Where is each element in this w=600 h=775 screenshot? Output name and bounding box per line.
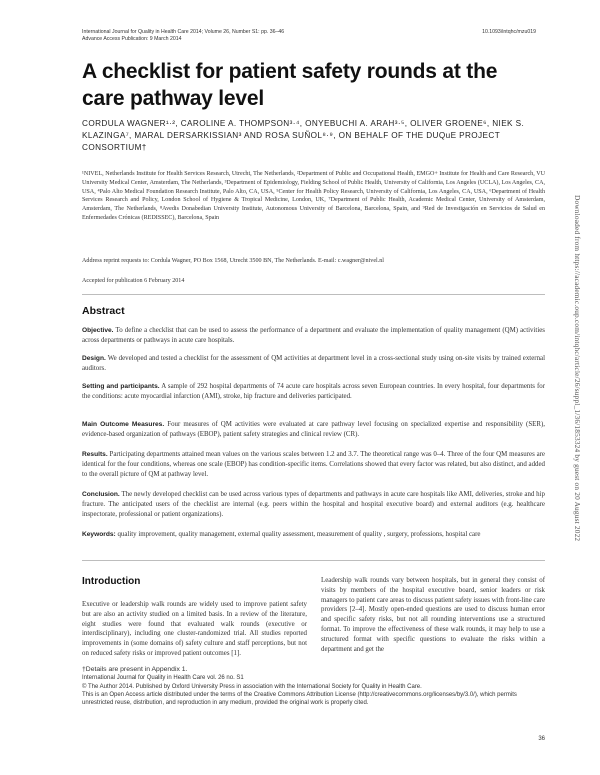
abstract-keywords xyxy=(82,530,545,540)
objective-text: To define a checklist that can be used to assess the performance of a department and evaluate the implementation of quality management (QM) activities across departments or pathways in acute care hospitals. xyxy=(82,327,545,344)
abstract-setting xyxy=(82,382,545,402)
objective-label: Objective. xyxy=(82,327,114,334)
page-number: 36 xyxy=(538,736,545,742)
article-title: A checklist for patient safety rounds at the care pathway level xyxy=(82,60,498,110)
intro-right-column: Leadership walk rounds vary between hospitals, but in general they consist of visits by members of the hospital executive board, senior leaders or risk managers to patient care areas to discuss patient safety issues with front-line care providers [2–4]. Mostly open-ended questions are used to discuss human error and specific safety risks, but not all rounding interventions use a structured format. To improve the effectiveness of these walk rounds, it may help to use a structured format with specific questions to evaluate the risks within a department and get the xyxy=(321,577,545,653)
measures-text: Four measures of QM activities were evaluated at care pathway level focusing on specialized expertise and responsibility (SER), evidence-based organization of pathways (EBOP), patient safety strategies and clinical review (CR). xyxy=(82,421,546,438)
keywords-text: quality improvement, quality management, external quality assessment, measurement of quality , surgery, professions, hospital care xyxy=(117,531,481,538)
abstract-results xyxy=(82,450,545,479)
conclusion-label: Conclusion. xyxy=(82,491,120,498)
abstract-measures xyxy=(82,420,545,440)
setting-text: A sample of 292 hospital departments of 74 acute care hospitals across seven European countries. In every hospital, four departments for the conditions: acute myocardial infarction (AMI), stroke, hip fracture and deliveries participated. xyxy=(82,383,546,400)
introduction-heading: Introduction xyxy=(82,576,141,587)
intro-left-column: Executive or leadership walk rounds are widely used to improve patient safety but are also an activity studied on a limited basis. In a review of the literature, eight studies were found that evaluated walk rounds (executive or interdisciplinary), including one cluster-randomized trial. All studies reported improvements in (some domains of) safety culture and staff perceptions, but not on reduced safety risks or improved patient outcomes [1]. xyxy=(82,601,307,657)
measures-label: Main Outcome Measures. xyxy=(82,421,165,428)
copyright-line: © The Author 2014. Published by Oxford University Press in association with the International Society for Quality in Health Care. xyxy=(82,683,422,690)
affiliations: ¹NIVEL, Netherlands Institute for Health Services Research, Utrecht, The Netherlands, ²Department of Public and Occupational Health, EMGO+ Institute for Health and Care Research, VU University Medical Center, Amsterdam, The Netherlands, ³Department of Epidemiology, Fielding School of Public Health, University of California, Los Angeles (UCLA), Los Angeles, CA, USA, ⁴Palo Alto Medical Foundation Research Institute, Palo Alto, CA, USA, ⁵Center for Health Policy Research, University of California, Los Angeles, CA, USA, ⁶Department of Health Services Research and Policy, London School of Hygiene & Tropical Medicine, London, UK, ⁷Department of Public Health, Academic Medical Center, University of Amsterdam, Amsterdam, The Netherlands, ⁸Avedis Donabedian University Institute, Autonomous University of Barcelona, Barcelona, Spain, and ⁹Red de Investigación en Servicios de Salud en Enfermedades Crónicas (REDISSEC), Barcelona, Spain xyxy=(82,171,545,221)
abstract-objective xyxy=(82,326,545,346)
download-watermark-text: Downloaded from https://academic.oup.com/intqhc/article/26/suppl_1/36/1853324 by guest on 20 August 2022 xyxy=(573,195,582,542)
abstract-heading: Abstract xyxy=(82,305,125,317)
design-label: Design. xyxy=(82,355,106,362)
journal-header xyxy=(82,29,284,43)
download-watermark xyxy=(574,195,584,590)
appendix-footnote: †Details are present in Appendix 1. xyxy=(82,666,188,673)
abstract-design xyxy=(82,354,545,374)
footnote-block xyxy=(82,666,545,707)
advance-access-line: Advance Access Publication: 9 March 2014 xyxy=(82,36,182,42)
results-text: Participating departments attained mean values on the various scales between 1.2 and 3.7. The theoretical range was 0–4. Three of the four QM measures are identical for the four conditions, whereas one scale (EBOP) has condition-specific items. Correlations showed that every factor was related, but also distinct, and added to the overall picture of QM at pathway level. xyxy=(82,451,545,478)
conclusion-text: The newly developed checklist can be used across various types of departments and pathways in acute care hospitals like AMI, deliveries, stroke and hip fracture. The anticipated users of the checklist are internal (e.g. peers within the hospital and hospital executive board) and external auditors (e.g. healthcare inspectorate, professional or patient organizations). xyxy=(82,491,545,518)
divider-top xyxy=(82,294,545,295)
journal-citation: International Journal for Quality in Health Care 2014; Volume 26, Number S1: pp. 36–46 xyxy=(82,29,285,35)
abstract-conclusion xyxy=(82,490,545,519)
setting-label: Setting and participants. xyxy=(82,383,160,390)
design-text: We developed and tested a checklist for the assessment of QM activities at department level in a cross-sectional study using on-site visits by trained external auditors. xyxy=(82,355,545,372)
license-text: This is an Open Access article distributed under the terms of the Creative Commons Attribution License (http://creativecommons.org/licenses/by/3.0/), which permits unrestricted reuse, distribution, and reproduction in any medium, provided the original work is properly cited. xyxy=(82,691,517,707)
doi-link[interactable]: 10.1093/intqhc/mzu019 xyxy=(482,29,536,35)
keywords-label: Keywords: xyxy=(82,531,116,538)
results-label: Results. xyxy=(82,451,108,458)
footnote-journal: International Journal for Quality in Health Care vol. 26 no. S1 xyxy=(82,675,244,682)
accepted-date: Accepted for publication 6 February 2014 xyxy=(82,278,185,284)
author-list: CORDULA WAGNER¹·², CAROLINE A. THOMPSON³·⁴, ONYEBUCHI A. ARAH³·⁵, OLIVER GROENE⁶, NIEK S. KLAZINGA⁷, MARAL DERSARKISSIAN³ AND ROSA SUÑOL⁸·⁹, ON BEHALF OF THE DUQuE PROJECT CONSORTIUM† xyxy=(82,119,525,152)
reprint-address: Address reprint requests to: Cordula Wagner, PO Box 1568, Utrecht 3500 BN, The Netherlands. E-mail: c.wagner@nivel.nl xyxy=(82,258,384,264)
divider-bottom xyxy=(82,560,545,561)
